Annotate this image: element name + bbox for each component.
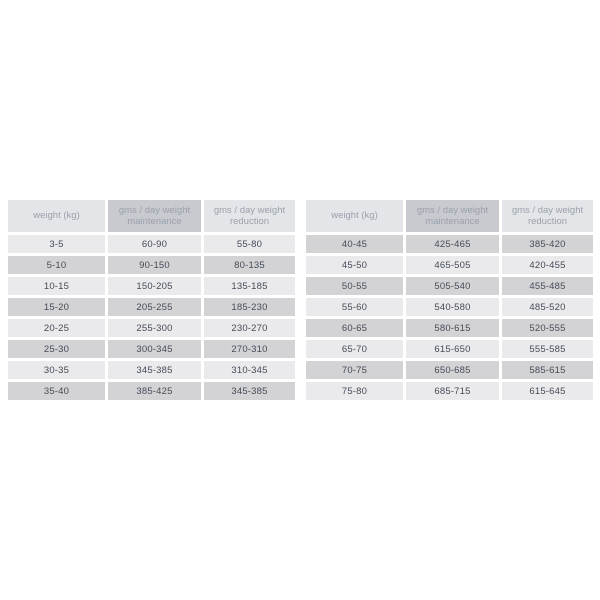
table-cell: 50-55 [306, 277, 403, 295]
table-cell: 60-90 [108, 235, 201, 253]
table-cell: 60-65 [306, 319, 403, 337]
table-cell: 255-300 [108, 319, 201, 337]
table-cell: 70-75 [306, 361, 403, 379]
table-cell: 35-40 [8, 382, 105, 400]
table-cell: 185-230 [204, 298, 295, 316]
table-cell: 385-420 [502, 235, 593, 253]
table-cell: 465-505 [406, 256, 499, 274]
table-cell: 650-685 [406, 361, 499, 379]
column-header: weight (kg) [8, 200, 105, 232]
table-cell: 455-485 [502, 277, 593, 295]
table-cell: 345-385 [108, 361, 201, 379]
table-cell: 55-60 [306, 298, 403, 316]
table-cell: 75-80 [306, 382, 403, 400]
table-cell: 300-345 [108, 340, 201, 358]
table-cell: 420-455 [502, 256, 593, 274]
table-cell: 15-20 [8, 298, 105, 316]
column-header: gms / day weight reduction [502, 200, 593, 232]
table-cell: 615-650 [406, 340, 499, 358]
table-cell: 45-50 [306, 256, 403, 274]
table-cell: 80-135 [204, 256, 295, 274]
table-cell: 40-45 [306, 235, 403, 253]
table-cell: 205-255 [108, 298, 201, 316]
table-cell: 615-645 [502, 382, 593, 400]
table-cell: 65-70 [306, 340, 403, 358]
column-header: gms / day weight reduction [204, 200, 295, 232]
column-header: gms / day weight maintenance [406, 200, 499, 232]
table-cell: 150-205 [108, 277, 201, 295]
table-cell: 580-615 [406, 319, 499, 337]
table-cell: 30-35 [8, 361, 105, 379]
table-cell: 25-30 [8, 340, 105, 358]
table-cell: 425-465 [406, 235, 499, 253]
feeding-table-high-weights [306, 200, 593, 400]
table-cell: 585-615 [502, 361, 593, 379]
table-cell: 5-10 [8, 256, 105, 274]
column-header: weight (kg) [306, 200, 403, 232]
table-cell: 310-345 [204, 361, 295, 379]
table-cell: 505-540 [406, 277, 499, 295]
table-cell: 3-5 [8, 235, 105, 253]
table-cell: 345-385 [204, 382, 295, 400]
table-cell: 230-270 [204, 319, 295, 337]
feeding-table-low-weights [8, 200, 295, 400]
table-cell: 10-15 [8, 277, 105, 295]
column-header: gms / day weight maintenance [108, 200, 201, 232]
table-cell: 135-185 [204, 277, 295, 295]
table-cell: 55-80 [204, 235, 295, 253]
table-cell: 485-520 [502, 298, 593, 316]
table-cell: 270-310 [204, 340, 295, 358]
table-cell: 90-150 [108, 256, 201, 274]
table-cell: 520-555 [502, 319, 593, 337]
table-cell: 20-25 [8, 319, 105, 337]
feeding-guideline-tables [8, 200, 593, 400]
table-cell: 685-715 [406, 382, 499, 400]
table-cell: 540-580 [406, 298, 499, 316]
table-cell: 555-585 [502, 340, 593, 358]
table-cell: 385-425 [108, 382, 201, 400]
